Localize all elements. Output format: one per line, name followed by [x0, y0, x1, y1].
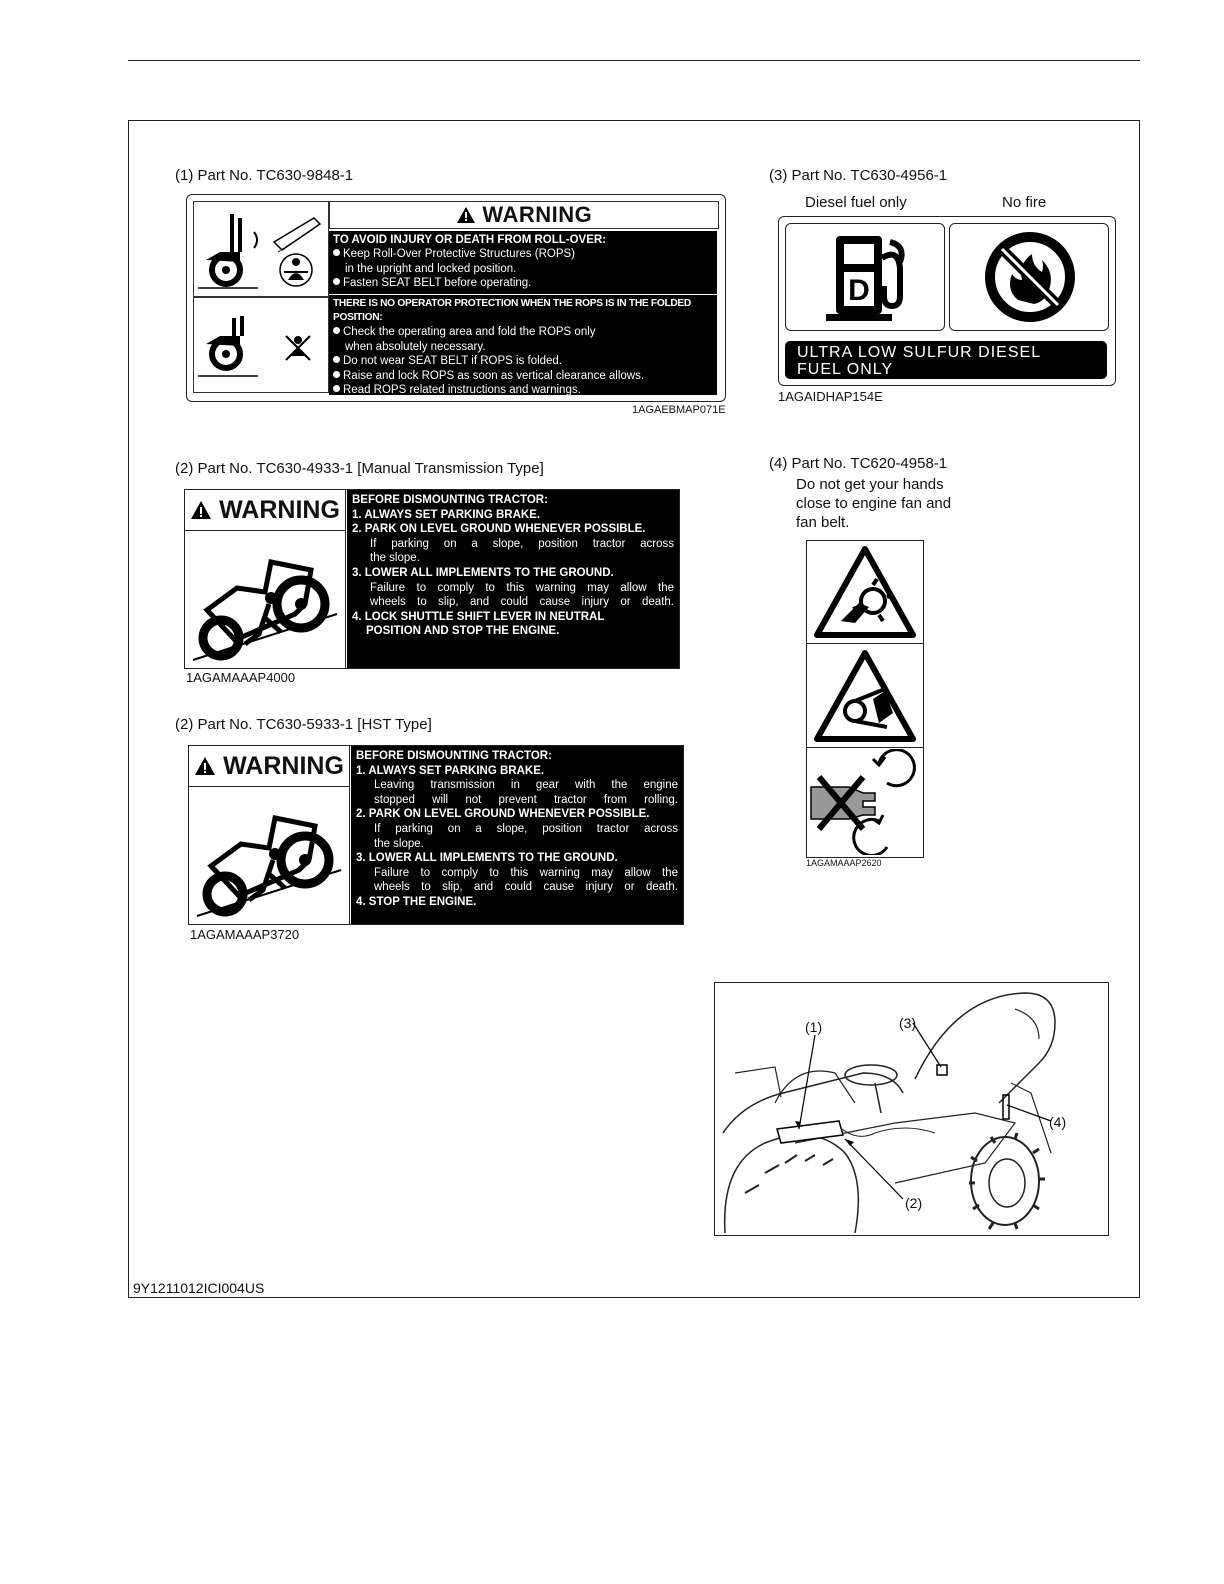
label2b-step3: 3. LOWER ALL IMPLEMENTS TO THE GROUND.: [356, 852, 618, 865]
label2b-step1-detail2: stopped will not prevent tractor from rolling.: [374, 793, 678, 806]
label4-desc1: Do not get your hands: [796, 476, 944, 493]
label1-caption: (1) Part No. TC630-9848-1: [175, 167, 354, 184]
belt-hand-hazard-icon: [807, 645, 923, 747]
label2-left-panel: [185, 490, 346, 668]
label2b-title-text: WARNING: [223, 752, 344, 780]
tractor-location-figure: [714, 982, 1109, 1236]
label2b-warning-title: [189, 746, 349, 787]
label1-bullet3-cont: when absolutely necessary.: [345, 340, 486, 353]
label1-black-panel: [329, 231, 717, 395]
label3-code: 1AGAIDHAP154E: [778, 389, 883, 404]
document-code: 9Y1211012ICI004US: [133, 1280, 265, 1296]
label1-bullet6: Read ROPS related instructions and warnings.: [333, 383, 713, 397]
warning-triangle-icon: [194, 756, 216, 776]
label2b-step2: 2. PARK ON LEVEL GROUND WHENEVER POSSIBLE.: [356, 808, 650, 821]
label1-bullet4: Do not wear SEAT BELT if ROPS is folded.: [333, 354, 713, 368]
label1-heading2: THERE IS NO OPERATOR PROTECTION WHEN THE ROPS IS IN THE FOLDED POSITION:: [333, 297, 691, 324]
rops-folded-pictogram: [193, 297, 329, 393]
label1-decal: [186, 194, 726, 402]
label2b-caption: (2) Part No. TC630-5933-1 [HST Type]: [175, 716, 432, 733]
label2-warning-title: [185, 490, 345, 531]
label1-bullet1: Keep Roll-Over Protective Structures (ROPS): [333, 247, 713, 261]
no-hands-cell: [807, 749, 923, 855]
label2b-decal: [188, 745, 684, 925]
label3-decal: [778, 216, 1116, 386]
label2b-step3-detail2: wheels to slip, and could cause injury or death.: [374, 881, 678, 894]
label4-caption: (4) Part No. TC620-4958-1: [769, 455, 948, 472]
label2b-step2-detail2: the slope.: [374, 837, 424, 850]
label3-caption: (3) Part No. TC630-4956-1: [769, 167, 948, 184]
fuel-pump-panel: [785, 223, 945, 331]
rops-upright-pictogram: [193, 201, 329, 297]
fan-hazard-cell: [807, 541, 923, 644]
label1-text-area: [329, 201, 719, 397]
label2-caption: (2) Part No. TC630-4933-1 [Manual Transmission Type]: [175, 460, 544, 477]
label2b-left-panel: [189, 746, 350, 924]
label1-bullet5: Raise and lock ROPS as soon as vertical clearance allows.: [333, 369, 713, 383]
figure-callout-4: (4): [1049, 1114, 1067, 1130]
tractor-rollaway-pictogram: [189, 534, 341, 664]
label3-no-fire: No fire: [1002, 194, 1047, 211]
label2-heading: BEFORE DISMOUNTING TRACTOR:: [352, 494, 548, 506]
label2-step3-detail2: wheels to slip, and could cause injury or death.: [370, 596, 674, 609]
label2b-heading: BEFORE DISMOUNTING TRACTOR:: [356, 750, 552, 762]
label1-bullet2: Fasten SEAT BELT before operating.: [333, 276, 713, 290]
ulsd-line1: ULTRA LOW SULFUR DIESEL: [797, 344, 1042, 361]
fan-hand-hazard-icon: [807, 541, 923, 643]
label2-black-panel: [347, 490, 679, 668]
label2b-step4: 4. STOP THE ENGINE.: [356, 895, 477, 908]
label1-title-text: WARNING: [482, 202, 593, 227]
label2b-code: 1AGAMAAAP3720: [190, 927, 300, 942]
pump-letter: D: [848, 274, 870, 307]
label2-title-text: WARNING: [219, 496, 340, 524]
warning-triangle-icon: [190, 500, 212, 520]
label4-decal: [806, 540, 924, 858]
label2b-step3-detail: Failure to comply to this warning may allow the: [374, 866, 678, 879]
label2-step2-detail2: the slope.: [370, 552, 420, 565]
label4-desc3: fan belt.: [796, 514, 850, 531]
label2-step4-cont: POSITION AND STOP THE ENGINE.: [366, 625, 560, 638]
no-fire-panel: [949, 223, 1109, 331]
label2-step2: 2. PARK ON LEVEL GROUND WHENEVER POSSIBLE.: [352, 523, 646, 536]
no-hands-rotating-icon: [807, 749, 923, 855]
figure-callout-1: (1): [805, 1019, 823, 1035]
belt-hazard-cell: [807, 645, 923, 748]
label2-decal: [184, 489, 680, 669]
label1-bullet1-cont: in the upright and locked position.: [345, 262, 517, 275]
label2-step3: 3. LOWER ALL IMPLEMENTS TO THE GROUND.: [352, 566, 614, 579]
label1-pictograms: [193, 201, 327, 391]
label4-code: 1AGAMAAAP2620: [806, 858, 882, 868]
label2-code: 1AGAMAAAP4000: [186, 670, 296, 685]
label2-step4: 4. LOCK SHUTTLE SHIFT LEVER IN NEUTRAL: [352, 610, 605, 623]
label4-desc2: close to engine fan and: [796, 495, 952, 512]
label2b-step1: 1. ALWAYS SET PARKING BRAKE.: [356, 764, 545, 777]
label2b-step1-detail: Leaving transmission in gear with the engine: [374, 779, 678, 792]
label1-bullet3: Check the operating area and fold the ROPS only: [333, 325, 713, 339]
figure-callout-2: (2): [905, 1195, 923, 1211]
figure-callout-3: (3): [899, 1015, 917, 1031]
no-fire-icon: [950, 224, 1108, 330]
label2-step2-detail: If parking on a slope, position tractor across: [370, 537, 674, 550]
label2-step3-detail: Failure to comply to this warning may allow the: [370, 581, 674, 594]
header-rule: [128, 60, 1140, 61]
ulsd-bar: [785, 341, 1107, 379]
fuel-pump-icon: [786, 224, 944, 330]
label2b-black-panel: [351, 746, 683, 924]
label1-warning-title: [329, 201, 719, 229]
label1-code: 1AGAEBMAP071E: [632, 404, 726, 416]
ulsd-line2: FUEL ONLY: [797, 361, 894, 378]
label1-heading1: TO AVOID INJURY OR DEATH FROM ROLL-OVER:: [333, 234, 607, 246]
label2-step1: 1. ALWAYS SET PARKING BRAKE.: [352, 508, 541, 521]
label2b-step2-detail: If parking on a slope, position tractor across: [374, 822, 678, 835]
tractor-rollaway-pictogram: [193, 790, 345, 920]
label3-diesel-only: Diesel fuel only: [805, 194, 907, 211]
warning-triangle-icon: [456, 206, 476, 224]
